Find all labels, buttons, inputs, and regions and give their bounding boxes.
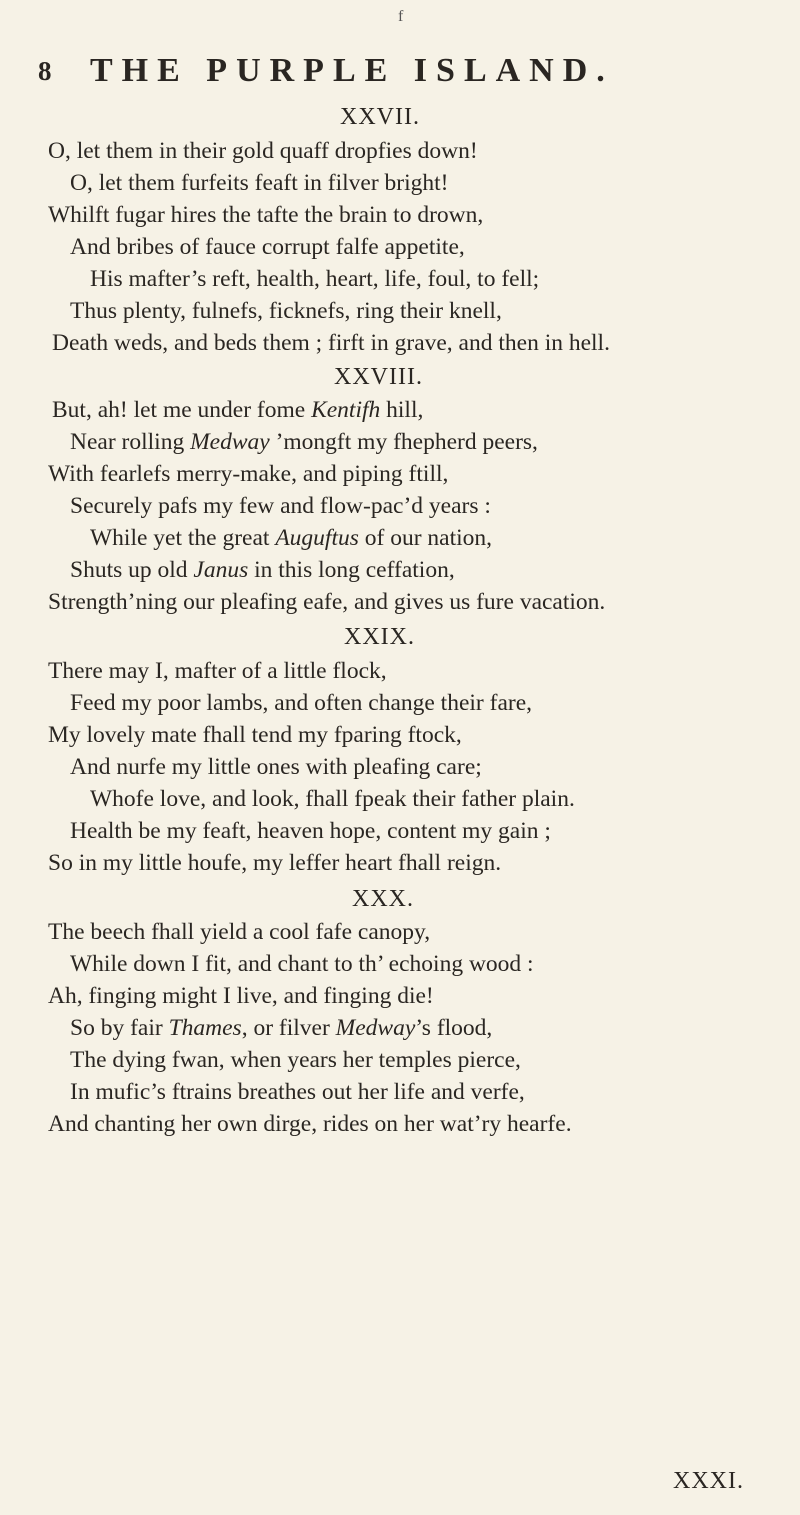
verse-line: Feed my poor lambs, and often change their fare, bbox=[70, 690, 533, 716]
running-title: THE PURPLE ISLAND. bbox=[90, 52, 614, 89]
verse-line: Thus plenty, fulnefs, ficknefs, ring their knell, bbox=[70, 298, 502, 324]
verse-line: And chanting her own dirge, rides on her wat’ry hearfe. bbox=[48, 1111, 572, 1137]
verse-line: While down I fit, and chant to th’ echoing wood : bbox=[70, 951, 534, 977]
verse-line: My lovely mate fhall tend my fparing ftock, bbox=[48, 722, 462, 748]
verse-line: The dying fwan, when years her temples pierce, bbox=[70, 1047, 521, 1073]
verse-line: There may I, mafter of a little flock, bbox=[48, 658, 387, 684]
verse-line: Shuts up old Janus in this long ceffation, bbox=[70, 557, 455, 583]
page-header bbox=[38, 52, 778, 92]
stanza-numeral: XXVIII. bbox=[334, 364, 423, 390]
verse-line: Strength’ning our pleafing eafe, and gives us fure vacation. bbox=[48, 589, 606, 615]
verse-line: His mafter’s reft, health, heart, life, foul, to fell; bbox=[90, 266, 540, 292]
verse-line: So by fair Thames, or filver Medway’s flood, bbox=[70, 1015, 493, 1041]
stanza-numeral: XXVII. bbox=[340, 104, 420, 130]
verse-line: Ah, finging might I live, and finging die! bbox=[48, 983, 434, 1009]
top-mark: f bbox=[398, 8, 404, 25]
verse-line: Whofe love, and look, fhall fpeak their father plain. bbox=[90, 786, 575, 812]
stanza-numeral: XXIX. bbox=[344, 624, 415, 650]
verse-line: So in my little houfe, my leffer heart fhall reign. bbox=[48, 850, 502, 876]
page-number: 8 bbox=[38, 56, 52, 86]
verse-line: While yet the great Auguftus of our nation, bbox=[90, 525, 493, 551]
verse-line: Securely pafs my few and flow-pac’d years : bbox=[70, 493, 491, 519]
catchword: XXXI. bbox=[673, 1468, 744, 1494]
verse-line: And nurfe my little ones with pleafing care; bbox=[70, 754, 482, 780]
verse-line: O, let them furfeits feaft in filver bright! bbox=[70, 170, 449, 196]
verse-line: Near rolling Medway ’mongft my fhepherd peers, bbox=[70, 429, 538, 455]
stanza-numeral: XXX. bbox=[352, 886, 414, 912]
verse-line: And bribes of fauce corrupt falfe appetite, bbox=[70, 234, 465, 260]
verse-line: Death weds, and beds them ; firft in grave, and then in hell. bbox=[52, 330, 610, 356]
verse-line: O, let them in their gold quaff dropfies down! bbox=[48, 138, 478, 164]
verse-line: But, ah! let me under fome Kentifh hill, bbox=[52, 397, 424, 423]
verse-line: In mufic’s ftrains breathes out her life and verfe, bbox=[70, 1079, 525, 1105]
verse-line: Whilft fugar hires the tafte the brain to drown, bbox=[48, 202, 484, 228]
verse-line: The beech fhall yield a cool fafe canopy, bbox=[48, 919, 431, 945]
verse-line: With fearlefs merry-make, and piping ftill, bbox=[48, 461, 449, 487]
verse-line: Health be my feaft, heaven hope, content my gain ; bbox=[70, 818, 551, 844]
